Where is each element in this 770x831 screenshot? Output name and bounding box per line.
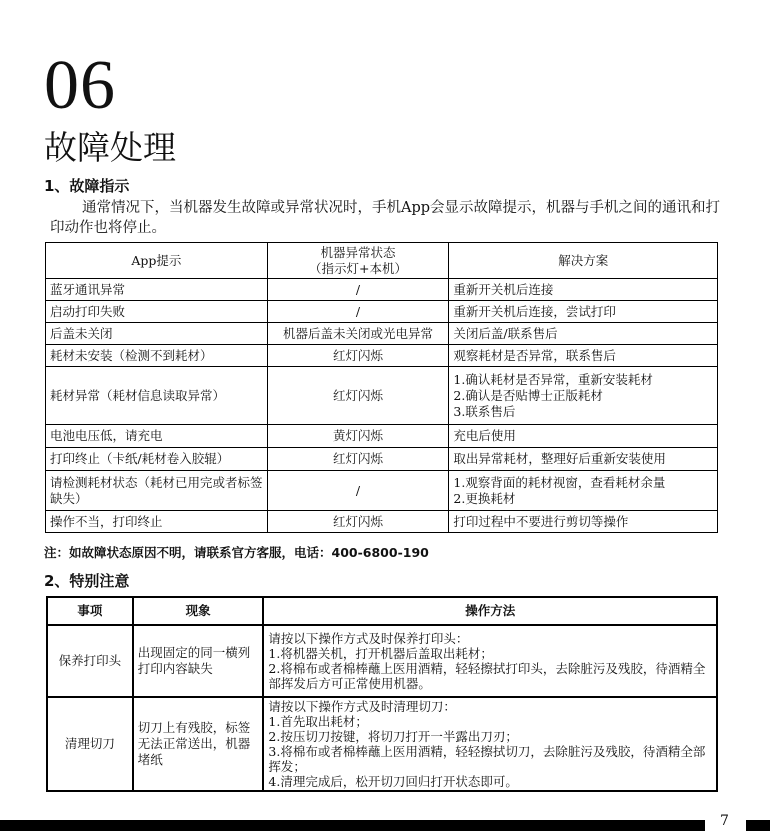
- method-step: 请按以下操作方式及时清理切刀：: [268, 699, 456, 714]
- header-machine-state: [267, 243, 449, 279]
- item-cell: 保养打印头: [47, 625, 133, 697]
- machine-state-cell: 红灯闪烁: [267, 345, 449, 367]
- app-prompt-cell: 启动打印失败: [46, 301, 268, 323]
- solution-cell: [449, 323, 718, 345]
- solution-cell: [449, 511, 718, 533]
- section-heading-special-notes: 2、特别注意: [44, 572, 130, 590]
- machine-state-cell: /: [267, 279, 449, 301]
- machine-state-cell: /: [267, 301, 449, 323]
- fault-table: [45, 242, 718, 533]
- solution-cell: [449, 301, 718, 323]
- solution-cell: [449, 471, 718, 511]
- page-number: 7: [720, 813, 729, 829]
- header-symptom: 现象: [133, 597, 264, 625]
- solution-line: 3.联系售后: [453, 403, 516, 419]
- method-step: 4.清理完成后，松开切刀回归打开状态即可。: [268, 774, 518, 789]
- machine-state-cell: 机器后盖未关闭或光电异常: [267, 323, 449, 345]
- table-row: [46, 323, 718, 345]
- header-method: 操作方法: [263, 597, 717, 625]
- table-row: [46, 279, 718, 301]
- app-prompt-cell: 电池电压低，请充电: [46, 425, 268, 448]
- solution-cell: [449, 345, 718, 367]
- solution-line: 1.确认耗材是否异常，重新安装耗材: [453, 371, 653, 387]
- symptom-cell: 切刀上有残胶，标签无法正常送出，机器堵纸: [133, 697, 264, 791]
- solution-line: 关闭后盖/联系售后: [453, 325, 558, 341]
- machine-state-cell: 红灯闪烁: [267, 448, 449, 471]
- solution-line: 打印过程中不要进行剪切等操作: [453, 513, 629, 529]
- table-row: [46, 425, 718, 448]
- app-prompt-cell: 后盖未关闭: [46, 323, 268, 345]
- special-notes-table: [46, 596, 718, 792]
- solution-line: 重新开关机后连接: [453, 281, 554, 297]
- machine-state-cell: /: [267, 471, 449, 511]
- solution-line: 观察耗材是否异常，联系售后: [453, 347, 616, 363]
- app-prompt-cell: 耗材异常（耗材信息读取异常）: [46, 367, 268, 425]
- solution-line: 2.更换耗材: [453, 490, 516, 506]
- app-prompt-cell: 请检测耗材状态（耗材已用完或者标签缺失）: [46, 471, 268, 511]
- solution-line: 充电后使用: [453, 428, 516, 443]
- header-state-line1: 机器异常状态: [320, 244, 396, 260]
- method-step: 2.将棉布或者棉棒蘸上医用酒精，轻轻擦拭打印头，去除脏污及残胶，待酒精全部挥发后方可正常使用机器。: [268, 661, 706, 691]
- chapter-number: 06: [44, 47, 116, 124]
- solution-line: 重新开关机后连接，尝试打印: [453, 303, 616, 319]
- solution-cell: [449, 279, 718, 301]
- table-row: [46, 301, 718, 323]
- header-item: 事项: [47, 597, 133, 625]
- header-app-prompt: App提示: [46, 243, 268, 279]
- machine-state-cell: 黄灯闪烁: [267, 425, 449, 448]
- method-cell: [263, 625, 717, 697]
- app-prompt-cell: 耗材未安装（检测不到耗材）: [46, 345, 268, 367]
- solution-line: 取出异常耗材，整理好后重新安装使用: [453, 451, 666, 466]
- header-state-line2: （指示灯+本机）: [309, 260, 408, 276]
- machine-state-cell: 红灯闪烁: [267, 367, 449, 425]
- method-step: 请按以下操作方式及时保养打印头：: [268, 631, 469, 646]
- solution-cell: [449, 448, 718, 471]
- table-row: [46, 511, 718, 533]
- section-heading-fault-indication: 1、故障指示: [44, 177, 130, 195]
- app-prompt-cell: 蓝牙通讯异常: [46, 279, 268, 301]
- fault-table-header: [46, 243, 718, 279]
- service-note: 注：如故障状态原因不明，请联系官方客服，电话：400-6800-190: [44, 545, 429, 560]
- intro-paragraph: 通常情况下，当机器发生故障或异常状况时，手机App会显示故障提示，机器与手机之间的通讯和打印动作也将停止。: [50, 200, 721, 236]
- method-step: 1.首先取出耗材；: [268, 714, 368, 729]
- footer-bar: [0, 820, 705, 831]
- table-row: [46, 367, 718, 425]
- table-row: [46, 471, 718, 511]
- app-prompt-cell: 操作不当，打印终止: [46, 511, 268, 533]
- solution-cell: [449, 367, 718, 425]
- item-cell: 清理切刀: [47, 697, 133, 791]
- symptom-cell: 出现固定的同一横列打印内容缺失: [133, 625, 264, 697]
- header-solution: 解决方案: [449, 243, 718, 279]
- app-prompt-cell: 打印终止（卡纸/耗材卷入胶辊）: [46, 448, 268, 471]
- machine-state-cell: 红灯闪烁: [267, 511, 449, 533]
- table-row: [47, 625, 717, 697]
- table-row: [46, 448, 718, 471]
- method-cell: [263, 697, 717, 791]
- footer-bar-end: [746, 820, 770, 831]
- solution-cell: [449, 425, 718, 448]
- special-notes-header: [47, 597, 717, 625]
- table-row: [46, 345, 718, 367]
- chapter-title: 故障处理: [44, 128, 176, 167]
- method-step: 3.将棉布或者棉棒蘸上医用酒精，轻轻擦拭切刀，去除脏污及残胶，待酒精全部挥发；: [268, 744, 706, 774]
- solution-line: 2.确认是否贴博士正版耗材: [453, 387, 603, 403]
- method-step: 2.按压切刀按键，将切刀打开一半露出刀刃；: [268, 729, 518, 744]
- solution-line: 1.观察背面的耗材视窗，查看耗材余量: [453, 474, 666, 490]
- table-row: [47, 697, 717, 791]
- method-step: 1.将机器关机，打开机器后盖取出耗材；: [268, 646, 493, 661]
